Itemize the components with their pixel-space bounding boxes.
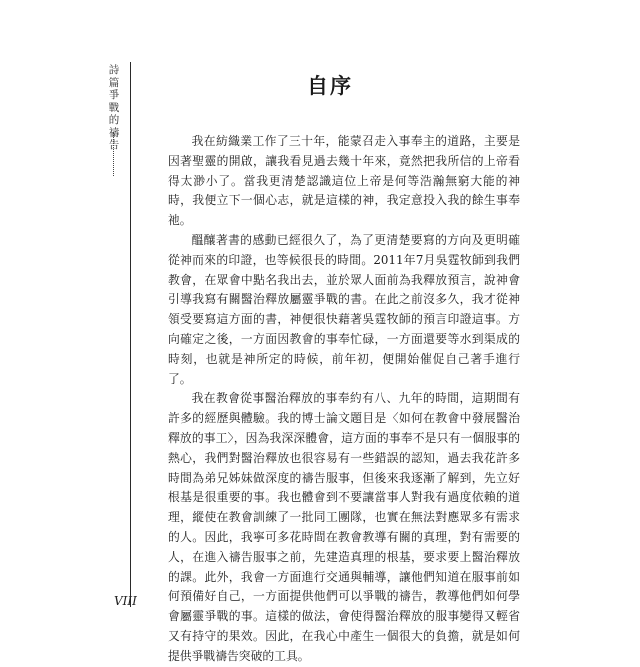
paragraph: 我在紡織業工作了三十年，能蒙召走入事奉主的道路，主要是因著聖靈的開啟，讓我看見過去幾十年來，竟然把我所信的上帝看得太渺小了。當我更清楚認識這位上帝是何等浩瀚無窮大能的神時，我便立下一個心志，就是這樣的神，我定意投入我的餘生事奉祂。 [168,134,520,228]
margin-rule [130,62,131,607]
chapter-title: 自序 [307,74,353,98]
body-text [168,132,520,667]
running-head: 詩篇爭戰的禱告 [108,64,120,151]
running-head-dotted-leader [113,132,114,176]
paragraph: 醞釀著書的感動已經很久了，為了更清楚要寫的方向及更明確從神而來的印證，也等候很長的時間。2011年7月吳霆牧師到我們教會，在眾會中點名我出去，並於眾人面前為我釋放預言，說神會引導我寫有關醫治釋放屬靈爭戰的書。在此之前沒多久，我才從神領受要寫這方面的書，神便很快藉著吳霆牧師的預言印證這事。方向確定之後，一方面因教會的事奉忙碌，一方面還要等水到渠成的時刻，也就是神所定的時候，前年初，便開始催促自己著手進行了。 [168,232,520,386]
paragraph: 我在教會從事醫治釋放的事奉約有八、九年的時間，這期間有許多的經歷與體驗。我的博士論文題目是〈如何在教會中發展醫治釋放的事工〉，因為我深深體會，這方面的事奉不是只有一個服事的熱心，我們對醫治釋放也很容易有一些錯誤的認知，過去我花許多時間為弟兄姊妹做深度的禱告服事，但後來我逐漸了解到，先立好根基是很重要的事。我也體會到不要讓當事人對我有過度依賴的道理，縱使在教會訓練了一批同工團隊，也實在無法對應眾多有需求的人。因此，我寧可多花時間在教會教導有關的真理，對有需要的人，在進入禱告服事之前，先建造真理的根基，要求要上醫治釋放的課。此外，我會一方面進行交通與輔導，讓他們知道在服事前如何預備好自己，一方面提供他們可以爭戰的禱告，教導他們如何學會屬靈爭戰的事。這樣的做法，會使得醫治釋放的服事變得又輕省又有持守的果效。因此，在我心中產生一個很大的負擔，就是如何提供爭戰禱告突破的工具。 [168,391,520,663]
page-number: VIII [114,594,137,608]
